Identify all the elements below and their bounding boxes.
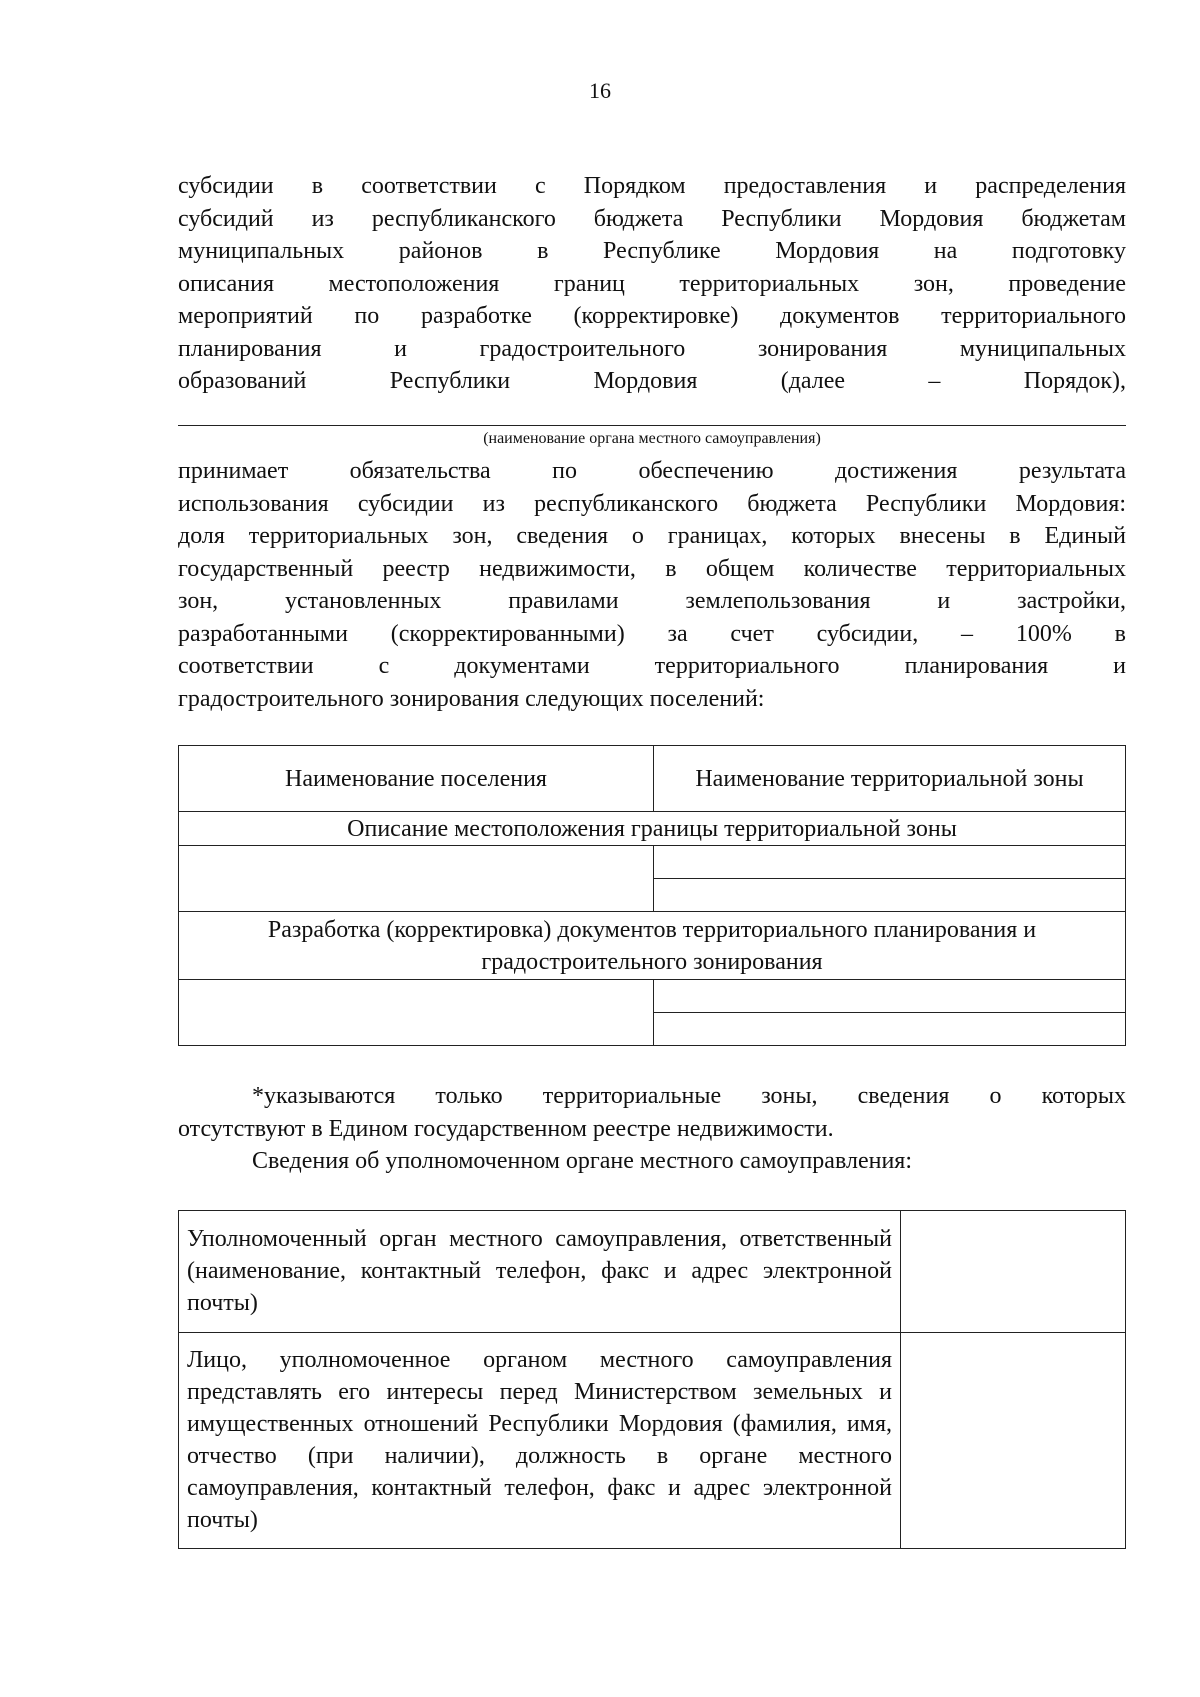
info-heading: Сведения об уполномоченном органе местного самоуправления: [252, 1148, 912, 1174]
empty-cell-zone[interactable] [654, 980, 1126, 1013]
header-zone-name: Наименование территориальной зоны [654, 746, 1126, 812]
text-line: зон, установленных правилами землепользования и застройки, [178, 588, 1126, 614]
row-label-authorized-person: Лицо, уполномоченное органом местного самоуправления представлять его интересы перед Министерством земельных и имущественных отношений Республики Мордовия (фамилия, имя, отчество (при наличии), должность в органе местного самоуправления, контактный телефон, факс и адрес электронной почты) [179, 1333, 901, 1549]
text-line: описания местоположения границ территориальных зон, проведение [178, 270, 1126, 297]
row-label-authorized-body: Уполномоченный орган местного самоуправления, ответственный (наименование, контактный телефон, факс и адрес электронной почты) [179, 1211, 901, 1333]
text-line: отсутствуют в Едином государственном реестре недвижимости. [178, 1115, 834, 1142]
text-line: субсидии в соответствии с Порядком предоставления и распределения [178, 173, 1126, 199]
empty-cell-settlement[interactable] [179, 980, 654, 1046]
settlements-table [178, 745, 1126, 1046]
blank-caption: (наименование органа местного самоуправления) [483, 430, 821, 447]
text-line: образований Республики Мордовия (далее – Порядок), [178, 368, 1126, 394]
footnote [178, 1080, 1126, 1145]
empty-cell-zone[interactable] [654, 846, 1126, 879]
text-line: разработанными (скорректированными) за счет субсидии, – 100% в [178, 620, 1126, 647]
text-line: государственный реестр недвижимости, в общем количестве территориальных [178, 555, 1126, 582]
text-line: субсидий из республиканского бюджета Республики Мордовия бюджетам [178, 205, 1126, 232]
section-boundary-description: Описание местоположения границы территориальной зоны [179, 812, 1126, 846]
text-line: мероприятий по разработке (корректировке) документов территориального [178, 303, 1126, 329]
text-line: принимает обязательства по обеспечению достижения результата [178, 458, 1126, 484]
empty-cell-zone[interactable] [654, 1013, 1126, 1046]
text-line: доля территориальных зон, сведения о границах, которых внесены в Единый [178, 523, 1126, 549]
value-cell-authorized-person[interactable] [901, 1333, 1126, 1549]
paragraph-subsidy-order [178, 170, 1126, 398]
header-settlement-name: Наименование поселения [179, 746, 654, 812]
text-line: соответствии с документами территориального планирования и [178, 653, 1126, 679]
paragraph-obligations [178, 455, 1126, 715]
authorized-body-table [178, 1210, 1126, 1549]
blank-fill-line [178, 425, 1126, 426]
text-line: планирования и градостроительного зонирования муниципальных [178, 335, 1126, 362]
page-number: 16 [589, 78, 611, 103]
section-planning-documents: Разработка (корректировка) документов территориального планирования и градостроительного зонирования [179, 912, 1126, 980]
text-line: градостроительного зонирования следующих поселений: [178, 685, 765, 712]
text-line: использования субсидии из республиканского бюджета Республики Мордовия: [178, 490, 1126, 517]
empty-cell-zone[interactable] [654, 879, 1126, 912]
value-cell-authorized-body[interactable] [901, 1211, 1126, 1333]
text-line: муниципальных районов в Республике Мордовия на подготовку [178, 238, 1126, 264]
empty-cell-settlement[interactable] [179, 846, 654, 912]
text-line: *указываются только территориальные зоны, сведения о которых [252, 1083, 1126, 1109]
